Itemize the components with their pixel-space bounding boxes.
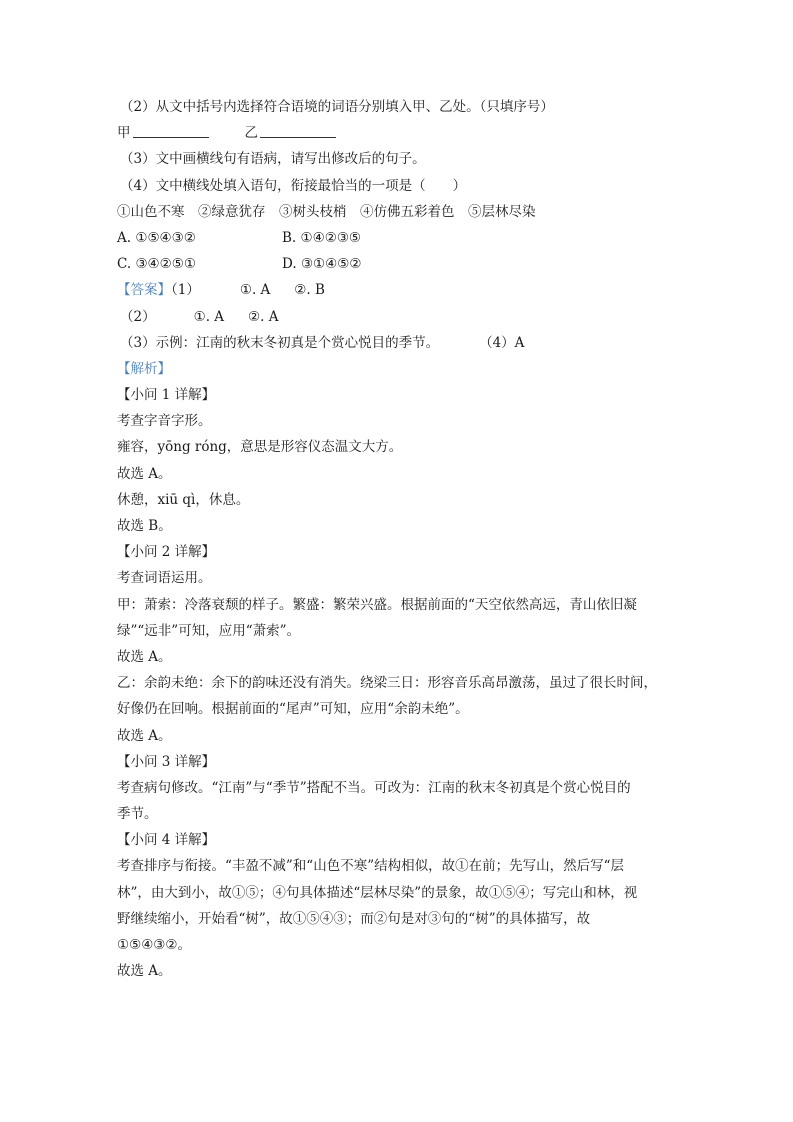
analysis-line: 故选 A。 xyxy=(117,727,172,744)
option-d-value: ③①④⑤② xyxy=(300,256,362,273)
analysis-line: 考查排序与衔接。“丰盈不减”和“山色不寒”结构相似，故①在前；先写山，然后写“层 xyxy=(117,858,625,875)
analysis-line: 乙：余韵未绝：余下的韵味还没有消失。绕梁三日：形容音乐高昂激荡，虽过了很长时间， xyxy=(117,675,657,692)
analysis-line: 甲：萧索：冷落衰颓的样子。繁盛：繁荣兴盛。根据前面的“天空依然高远，青山依旧凝 xyxy=(117,596,637,613)
answer-line-2 xyxy=(117,304,687,330)
question-2-prompt: （2）从文中括号内选择符合语境的词语分别填入甲、乙处。（只填序号） xyxy=(120,99,554,115)
question-2-blanks xyxy=(117,120,687,146)
analysis-line: 林”，由大到小，故①⑤；④句具体描述“层林尽染”的景象，故①⑤④；写完山和林，视 xyxy=(117,884,638,901)
option-d xyxy=(282,256,361,272)
question-4-options-row-2 xyxy=(117,251,687,277)
option-d-label: D. xyxy=(282,256,297,273)
answer-2-a: ①. A xyxy=(193,308,225,325)
analysis-section-3 xyxy=(117,749,687,828)
option-c-label: C. xyxy=(117,256,132,273)
analysis-line: 考查词语运用。 xyxy=(117,570,212,587)
analysis-line: 好像仍在回响。根据前面的“尾声”可知，应用“余韵未绝”。 xyxy=(117,701,469,718)
analysis-line: 故选 B。 xyxy=(117,518,172,534)
analysis-line: 故选 A。 xyxy=(117,648,172,665)
blank-b-line xyxy=(260,123,336,138)
option-a-value: ①⑤④③② xyxy=(135,229,196,246)
section-heading: 【小问 2 详解】 xyxy=(117,544,216,561)
analysis-line: 雍容，yōng róng，意思是形容仪态温文大方。 xyxy=(117,439,403,456)
blank-a-line xyxy=(133,123,209,138)
answer-4-text: （4）A xyxy=(479,334,525,351)
analysis-tag: 【解析】 xyxy=(117,360,171,377)
answer-1-a: ①. A xyxy=(239,282,271,299)
section-heading: 【小问 4 详解】 xyxy=(117,832,216,849)
document-page xyxy=(117,94,687,984)
option-a-label: A. xyxy=(117,229,132,246)
analysis-line: 休憩，xiū qì，休息。 xyxy=(117,491,250,508)
analysis-line: 故选 A。 xyxy=(117,465,172,482)
answer-tag: 【答案】 xyxy=(117,282,171,299)
analysis-line: 野继续缩小，开始看“树”，故①⑤④③；而②句是对③句的“树”的具体描写，故 xyxy=(117,910,591,927)
blank-a-label: 甲 xyxy=(117,125,131,142)
question-4-options-row-1 xyxy=(117,225,687,251)
analysis-line: 考查病句修改。“江南”与“季节”搭配不当。可改为：江南的秋末冬初真是个赏心悦目的 xyxy=(117,779,631,796)
analysis-line: 绿”“远非”可知，应用“萧索”。 xyxy=(117,622,301,639)
analysis-line: 故选 A。 xyxy=(117,963,172,980)
section-heading: 【小问 1 详解】 xyxy=(117,387,216,404)
answer-1-b: ②. B xyxy=(294,282,325,299)
answer-1-number: （1） xyxy=(171,282,200,299)
option-b-value: ①④②③⑤ xyxy=(300,229,362,246)
option-b xyxy=(282,230,361,246)
option-c-value: ③④②⑤① xyxy=(135,256,196,273)
analysis-line: ①⑤④③②。 xyxy=(117,937,192,953)
analysis-line: 季节。 xyxy=(117,806,158,823)
answer-2-number: （2） xyxy=(120,308,156,325)
answer-line-1 xyxy=(117,277,687,303)
answer-line-3 xyxy=(117,330,687,356)
answer-2-b: ②. A xyxy=(248,308,279,325)
blank-b-label: 乙 xyxy=(244,125,258,142)
question-4-prompt: （4）文中横线处填入语句，衔接最恰当的一项是（ ） xyxy=(120,177,467,194)
analysis-line: 考查字音字形。 xyxy=(117,413,212,430)
analysis-section-2 xyxy=(117,539,687,749)
analysis-section-4 xyxy=(117,827,687,984)
option-c xyxy=(117,251,282,277)
question-3-prompt: （3）文中画横线句有语病，请写出修改后的句子。 xyxy=(120,151,426,168)
answer-3-text: （3）示例：江南的秋末冬初真是个赏心悦目的季节。 xyxy=(120,334,440,351)
option-b-label: B. xyxy=(282,229,297,246)
option-a xyxy=(117,225,282,251)
section-heading: 【小问 3 详解】 xyxy=(117,753,216,770)
analysis-section-1 xyxy=(117,382,687,539)
question-4-items: ①山色不寒 ②绿意犹存 ③树头枝梢 ④仿佛五彩着色 ⑤层林尽染 xyxy=(117,203,536,220)
